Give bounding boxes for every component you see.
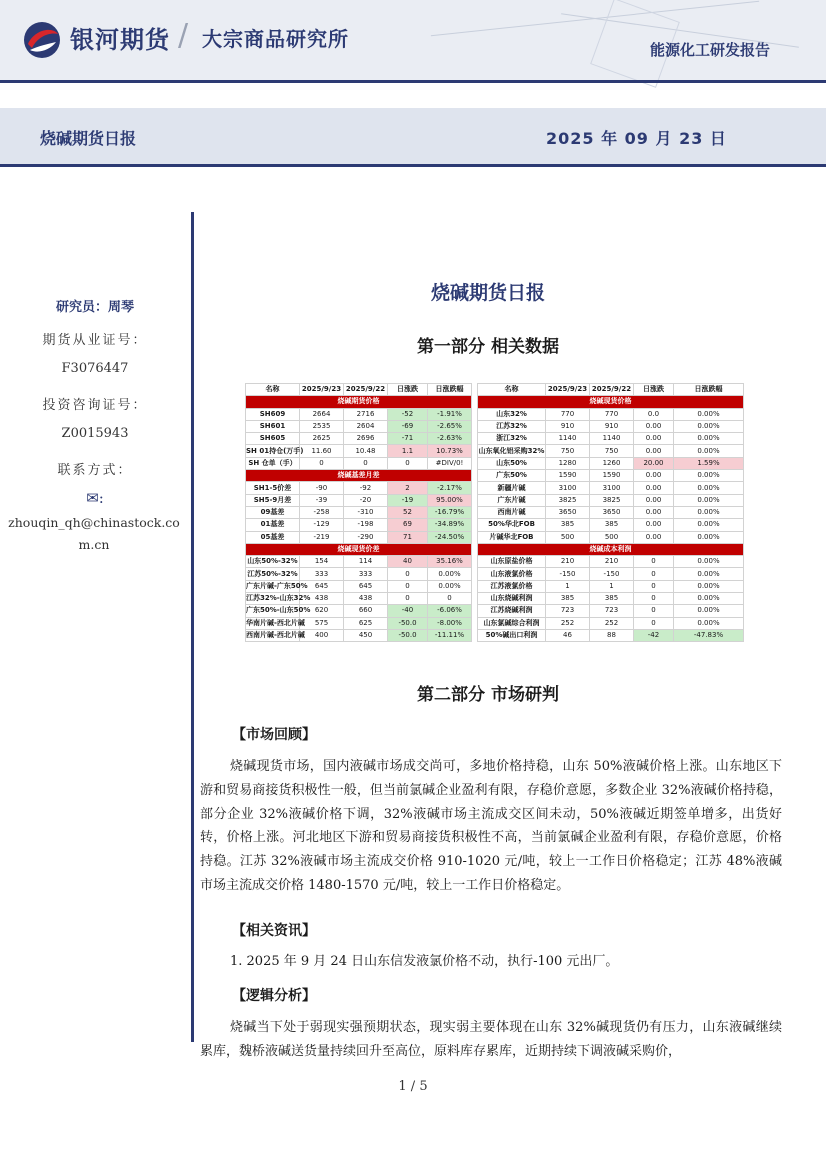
- table-cell: -150: [590, 568, 634, 580]
- table-cell: 723: [546, 605, 590, 617]
- table-cell: 210: [546, 556, 590, 568]
- table-cell: 江苏32%: [478, 420, 546, 432]
- table-cell: 660: [344, 605, 388, 617]
- table-cell: 新疆片碱: [478, 482, 546, 494]
- table-cell: -219: [300, 531, 344, 543]
- table-cell: 0: [634, 617, 674, 629]
- table-cell: 山东50%-32%: [246, 556, 300, 568]
- section-title: 烧碱现货价差: [246, 543, 472, 555]
- table-cell: 0.00%: [674, 593, 744, 605]
- data-table: [245, 383, 744, 642]
- table-cell: 3100: [590, 482, 634, 494]
- table-row: [246, 568, 744, 580]
- table-cell: 1.1: [388, 445, 428, 457]
- table-cell: 山东32%: [478, 408, 546, 420]
- table-cell: 0.00%: [428, 580, 472, 592]
- table-cell: 0.00%: [674, 605, 744, 617]
- table-cell: 山东氧化铝采购32%: [478, 445, 546, 457]
- table-cell: 0.00: [634, 482, 674, 494]
- table-cell: 3825: [590, 494, 634, 506]
- table-cell: 333: [300, 568, 344, 580]
- table-cell: 0.00%: [674, 445, 744, 457]
- table-row: [246, 408, 744, 420]
- cert-label: 期货从业证号：: [42, 333, 148, 348]
- table-cell: 252: [590, 617, 634, 629]
- mail-icon: ✉:: [86, 489, 104, 507]
- table-cell: 52: [388, 506, 428, 518]
- column-header: 日涨跌: [388, 384, 428, 396]
- table-cell: -6.06%: [428, 605, 472, 617]
- section-title: 烧碱基差月差: [246, 470, 472, 482]
- table-cell: 500: [590, 531, 634, 543]
- table-cell: 438: [300, 593, 344, 605]
- table-row: [246, 580, 744, 592]
- table-cell: #DIV/0!: [428, 457, 472, 469]
- table-cell: 385: [546, 519, 590, 531]
- table-cell: 0.00%: [674, 494, 744, 506]
- table-row: [246, 593, 744, 605]
- table-cell: 11.60: [300, 445, 344, 457]
- table-cell: 0.00%: [674, 482, 744, 494]
- cert-number: F3076447: [61, 361, 129, 376]
- table-cell: 88: [590, 629, 634, 641]
- table-cell: -71: [388, 433, 428, 445]
- table-cell: -50.0: [388, 617, 428, 629]
- table-cell: 252: [546, 617, 590, 629]
- header-divider: [0, 80, 826, 83]
- sidebar-divider: [191, 212, 194, 1042]
- table-cell: 1260: [590, 457, 634, 469]
- table-cell: SH601: [246, 420, 300, 432]
- table-cell: -2.17%: [428, 482, 472, 494]
- table-cell: -40: [388, 605, 428, 617]
- table-cell: -39: [300, 494, 344, 506]
- page-title: 烧碱期货日报: [430, 282, 545, 304]
- table-row: [246, 629, 744, 641]
- table-cell: 0: [388, 593, 428, 605]
- logic-heading: 【逻辑分析】: [232, 988, 316, 1004]
- table-cell: 0: [388, 568, 428, 580]
- table-cell: 0.00%: [674, 580, 744, 592]
- table-cell: 3100: [546, 482, 590, 494]
- table-cell: 05基差: [246, 531, 300, 543]
- table-cell: 50%华北FOB: [478, 519, 546, 531]
- table-cell: 0.0: [634, 408, 674, 420]
- table-cell: 09基差: [246, 506, 300, 518]
- section-title: 烧碱成本利润: [478, 543, 744, 555]
- table-row: [246, 519, 744, 531]
- column-header: 2025/9/22: [590, 384, 634, 396]
- table-cell: -8.00%: [428, 617, 472, 629]
- table-row: [246, 433, 744, 445]
- table-cell: 浙江32%: [478, 433, 546, 445]
- table-cell: SH 仓单（手）: [246, 457, 300, 469]
- table-cell: 片碱华北FOB: [478, 531, 546, 543]
- table-row: [246, 506, 744, 518]
- table-cell: 69: [388, 519, 428, 531]
- section-title-row: [246, 543, 744, 555]
- table-cell: 0.00%: [428, 568, 472, 580]
- table-cell: 2: [388, 482, 428, 494]
- table-cell: 广东50%: [478, 470, 546, 482]
- table-cell: 35.16%: [428, 556, 472, 568]
- table-cell: -310: [344, 506, 388, 518]
- table-cell: 2696: [344, 433, 388, 445]
- table-cell: 2664: [300, 408, 344, 420]
- table-cell: SH1-5价差: [246, 482, 300, 494]
- table-cell: 0.00%: [674, 617, 744, 629]
- column-header: 2025/9/23: [300, 384, 344, 396]
- table-cell: 645: [300, 580, 344, 592]
- table-cell: -290: [344, 531, 388, 543]
- table-row: [246, 482, 744, 494]
- table-cell: 0.00%: [674, 506, 744, 518]
- table-cell: 400: [300, 629, 344, 641]
- table-cell: 0.00: [634, 519, 674, 531]
- table-cell: 01基差: [246, 519, 300, 531]
- section-title-row: [246, 470, 744, 482]
- table-cell: 3650: [590, 506, 634, 518]
- table-row: [246, 605, 744, 617]
- table-cell: 0.00%: [674, 420, 744, 432]
- table-cell: 1140: [590, 433, 634, 445]
- contact-label: 联系方式：: [57, 463, 133, 478]
- table-cell: 1590: [546, 470, 590, 482]
- table-cell: -258: [300, 506, 344, 518]
- table-cell: 0: [344, 457, 388, 469]
- table-cell: 0.00: [634, 494, 674, 506]
- table-row: [246, 531, 744, 543]
- table-cell: 645: [344, 580, 388, 592]
- table-cell: -34.89%: [428, 519, 472, 531]
- table-cell: SH609: [246, 408, 300, 420]
- consult-label: 投资咨询证号：: [42, 398, 148, 413]
- table-cell: 0.00%: [674, 433, 744, 445]
- table-cell: 0.00: [634, 445, 674, 457]
- table-cell: -69: [388, 420, 428, 432]
- table-cell: 2716: [344, 408, 388, 420]
- column-header: 日涨跌幅: [674, 384, 744, 396]
- table-row: [246, 420, 744, 432]
- table-cell: -50.0: [388, 629, 428, 641]
- table-cell: 1280: [546, 457, 590, 469]
- table-row: [246, 445, 744, 457]
- title-band-divider: [0, 164, 826, 167]
- report-title: 烧碱期货日报: [40, 129, 137, 148]
- table-cell: 750: [546, 445, 590, 457]
- table-cell: -16.79%: [428, 506, 472, 518]
- table-cell: 山东氯碱综合利润: [478, 617, 546, 629]
- table-cell: 江苏50%-32%: [246, 568, 300, 580]
- table-cell: 2604: [344, 420, 388, 432]
- galaxy-logo-icon: [22, 20, 62, 60]
- table-cell: 910: [546, 420, 590, 432]
- brand-divider: /: [178, 18, 189, 53]
- table-cell: 10.48: [344, 445, 388, 457]
- consult-number: Z0015943: [61, 426, 129, 441]
- logic-paragraph: 烧碱当下处于弱现实强预期状态，现实弱主要体现在山东 32%碱现货仍有压力，山东液碱继续累库，魏桥液碱送货量持续回升至高位，原料库存累库，近期持续下调液碱采购价，: [200, 1020, 782, 1059]
- table-cell: SH 01持仓(万手): [246, 445, 300, 457]
- table-cell: 50%碱出口利润: [478, 629, 546, 641]
- table-cell: 0.00: [634, 470, 674, 482]
- table-cell: 385: [546, 593, 590, 605]
- table-cell: 0: [634, 568, 674, 580]
- section-title: 烧碱现货价格: [478, 396, 744, 408]
- table-row: [246, 457, 744, 469]
- table-header-row: [246, 384, 744, 396]
- table-cell: 154: [300, 556, 344, 568]
- email-link[interactable]: zhouqin_qh@chinastock.com.cn: [8, 515, 180, 552]
- table-cell: 1.59%: [674, 457, 744, 469]
- analyst-name: 研究员：周琴: [55, 300, 134, 315]
- table-cell: 770: [590, 408, 634, 420]
- table-cell: -11.11%: [428, 629, 472, 641]
- table-cell: -24.50%: [428, 531, 472, 543]
- table-cell: 江苏烧碱利润: [478, 605, 546, 617]
- table-cell: 620: [300, 605, 344, 617]
- table-cell: 0.00: [634, 506, 674, 518]
- table-cell: -2.63%: [428, 433, 472, 445]
- column-header: 日涨跌: [634, 384, 674, 396]
- table-cell: 438: [344, 593, 388, 605]
- table-cell: 46: [546, 629, 590, 641]
- table-cell: 华南片碱-西北片碱: [246, 617, 300, 629]
- table-cell: 0: [388, 457, 428, 469]
- table-cell: 2535: [300, 420, 344, 432]
- table-cell: -19: [388, 494, 428, 506]
- news-paragraph: 1. 2025 年 9 月 24 日山东信发液氯价格不动，执行-100 元出厂。: [230, 954, 619, 969]
- section-title: 烧碱期货价格: [246, 396, 472, 408]
- table-cell: 0: [388, 580, 428, 592]
- table-cell: -129: [300, 519, 344, 531]
- table-cell: 625: [344, 617, 388, 629]
- table-cell: 385: [590, 593, 634, 605]
- table-cell: 广东片碱-广东50%: [246, 580, 300, 592]
- table-cell: 750: [590, 445, 634, 457]
- table-row: [246, 556, 744, 568]
- table-cell: 0.00: [634, 433, 674, 445]
- table-cell: 0: [428, 593, 472, 605]
- table-cell: 3650: [546, 506, 590, 518]
- report-date: 2025 年 09 月 23 日: [546, 129, 727, 148]
- table-cell: 1: [590, 580, 634, 592]
- table-cell: 723: [590, 605, 634, 617]
- table-cell: 0.00%: [674, 568, 744, 580]
- column-header: 名称: [246, 384, 300, 396]
- table-row: [246, 494, 744, 506]
- table-cell: 江苏液氯价格: [478, 580, 546, 592]
- table-cell: -42: [634, 629, 674, 641]
- column-header: 2025/9/23: [546, 384, 590, 396]
- table-cell: SH5-9月差: [246, 494, 300, 506]
- table-cell: 山东原盐价格: [478, 556, 546, 568]
- table-cell: 1140: [546, 433, 590, 445]
- table-cell: 2625: [300, 433, 344, 445]
- institute-name: 大宗商品研究所: [202, 27, 349, 51]
- table-cell: 333: [344, 568, 388, 580]
- brand-name: 银河期货: [70, 26, 170, 54]
- page-number: 1 / 5: [398, 1079, 428, 1094]
- table-row: [246, 617, 744, 629]
- section-heading-data: 第一部分 相关数据: [417, 337, 559, 357]
- table-cell: 0: [634, 580, 674, 592]
- table-cell: 20.00: [634, 457, 674, 469]
- table-cell: 71: [388, 531, 428, 543]
- table-cell: 广东片碱: [478, 494, 546, 506]
- table-cell: 0: [634, 556, 674, 568]
- table-cell: 0: [634, 605, 674, 617]
- table-cell: -92: [344, 482, 388, 494]
- table-cell: 40: [388, 556, 428, 568]
- table-cell: 770: [546, 408, 590, 420]
- table-cell: -52: [388, 408, 428, 420]
- table-cell: 0.00: [634, 420, 674, 432]
- table-cell: 0: [300, 457, 344, 469]
- table-cell: 575: [300, 617, 344, 629]
- table-cell: 山东50%: [478, 457, 546, 469]
- review-paragraph: 烧碱现货市场，国内液碱市场成交尚可，多地价格持稳，山东 50%液碱价格上涨。山东地区下游和贸易商接货积极性一般，但当前氯碱企业盈利有限，存稳价意愿，多数企业 32%液碱价格持稳，部分企业 32%液碱价格下调，32%液碱市场主流成交区间未动，50%液碱近期签单增多，出货好转，价格上涨。河北地区下游和贸易商接货积极性不高，当前氯碱企业盈利有限，存稳价意愿，价格持稳。江苏 32%液碱市场主流成交价格 910-1020 元/吨，较上一工作日价格稳定；江苏 48%液碱市场主流成交价格 1480-1570 元/吨，较上一工作日价格稳定。: [200, 759, 782, 893]
- table-cell: 西南片碱-西北片碱: [246, 629, 300, 641]
- header-banner: [0, 0, 826, 80]
- table-cell: -2.65%: [428, 420, 472, 432]
- table-cell: 114: [344, 556, 388, 568]
- report-type: 能源化工研发报告: [649, 41, 770, 59]
- table-cell: 西南片碱: [478, 506, 546, 518]
- table-cell: -90: [300, 482, 344, 494]
- news-heading: 【相关资讯】: [232, 923, 316, 939]
- table-cell: 910: [590, 420, 634, 432]
- table-cell: 0: [634, 593, 674, 605]
- table-cell: -47.83%: [674, 629, 744, 641]
- table-cell: 0.00%: [674, 556, 744, 568]
- table-cell: 500: [546, 531, 590, 543]
- section-heading-analysis: 第二部分 市场研判: [417, 685, 559, 705]
- table-cell: 450: [344, 629, 388, 641]
- table-cell: -20: [344, 494, 388, 506]
- table-cell: -198: [344, 519, 388, 531]
- review-heading: 【市场回顾】: [232, 727, 316, 743]
- table-cell: 1590: [590, 470, 634, 482]
- table-cell: 0.00%: [674, 519, 744, 531]
- section-title-row: [246, 396, 744, 408]
- table-cell: 0.00%: [674, 470, 744, 482]
- table-cell: 0.00%: [674, 408, 744, 420]
- table-cell: 广东50%-山东50%: [246, 605, 300, 617]
- table-cell: 山东液氯价格: [478, 568, 546, 580]
- table-cell: 10.73%: [428, 445, 472, 457]
- table-cell: 95.00%: [428, 494, 472, 506]
- table-cell: -150: [546, 568, 590, 580]
- table-cell: 0.00: [634, 531, 674, 543]
- table-cell: 210: [590, 556, 634, 568]
- column-header: 2025/9/22: [344, 384, 388, 396]
- table-cell: 385: [590, 519, 634, 531]
- table-cell: 1: [546, 580, 590, 592]
- table-cell: 3825: [546, 494, 590, 506]
- table-cell: 0.00%: [674, 531, 744, 543]
- column-header: 日涨跌幅: [428, 384, 472, 396]
- table-cell: 山东烧碱利润: [478, 593, 546, 605]
- table-cell: 江苏32%-山东32%: [246, 593, 300, 605]
- table-cell: SH605: [246, 433, 300, 445]
- table-cell: -1.91%: [428, 408, 472, 420]
- column-header: 名称: [478, 384, 546, 396]
